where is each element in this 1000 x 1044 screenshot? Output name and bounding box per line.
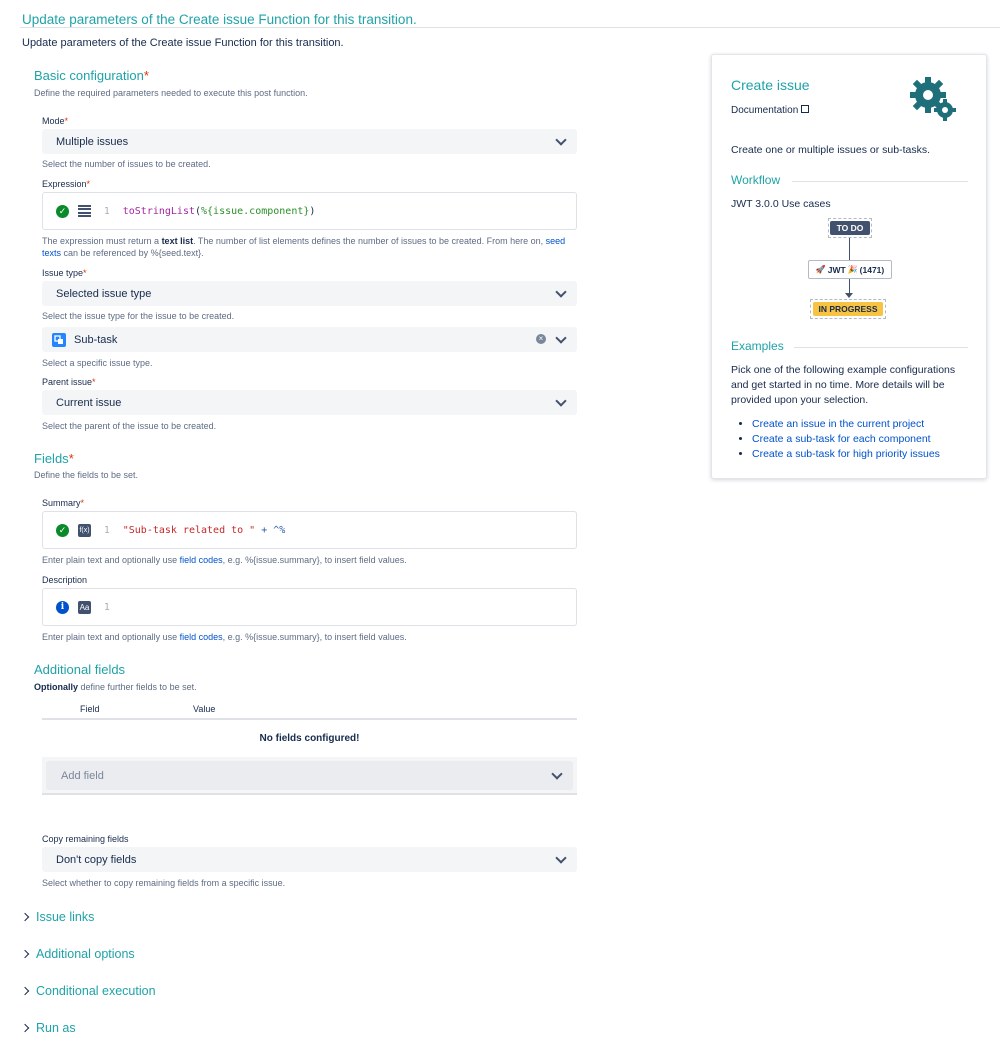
info-icon: i — [56, 601, 69, 614]
additional-fields-desc: Optionally define further fields to be set. — [34, 682, 197, 692]
fields-title: Fields* — [34, 451, 74, 466]
chevron-down-icon — [555, 852, 566, 863]
external-link-icon — [801, 105, 809, 113]
chevron-down-icon — [551, 768, 562, 779]
add-field-placeholder: Add field — [61, 769, 104, 782]
copy-fields-value: Don't copy fields — [56, 853, 137, 866]
add-field-select[interactable] — [46, 761, 573, 790]
summary-editor[interactable] — [42, 511, 577, 549]
summary-code[interactable]: "Sub-task related to " + ^% — [122, 524, 286, 536]
chevron-right-icon — [21, 1024, 29, 1032]
issue-type-value: Selected issue type — [56, 287, 152, 300]
field-codes-link[interactable]: field codes — [179, 632, 223, 642]
workflow-text: JWT 3.0.0 Use cases — [731, 198, 831, 210]
panel-title: Create issue — [731, 77, 810, 93]
line-number: 1 — [104, 524, 110, 536]
chevron-down-icon — [555, 134, 566, 145]
issue-type-help: Select the issue type for the issue to be created. — [42, 311, 235, 321]
workflow-title: Workflow — [731, 173, 781, 187]
workflow-diagram — [808, 218, 888, 321]
chevron-right-icon — [21, 987, 29, 995]
expression-code[interactable]: toStringList(%{issue.component}) — [122, 205, 316, 217]
page-header-title: Update parameters of the Create issue Function for this transition. — [22, 12, 417, 27]
copy-fields-help: Select whether to copy remaining fields from a specific issue. — [42, 878, 286, 888]
basic-config-desc: Define the required parameters needed to execute this post function. — [34, 88, 308, 98]
issue-type-label: Issue type* — [42, 268, 87, 278]
check-circle-icon: ✓ — [56, 205, 69, 218]
expression-editor[interactable] — [42, 192, 577, 230]
gears-icon — [908, 75, 958, 123]
expression-label: Expression* — [42, 179, 91, 189]
example-link[interactable]: • Create a sub-task for each component — [752, 432, 940, 447]
mode-label: Mode* — [42, 116, 69, 126]
additional-options-section[interactable]: Additional options — [22, 947, 135, 961]
issue-links-section[interactable]: Issue links — [22, 910, 94, 924]
chevron-right-icon — [21, 950, 29, 958]
function-icon[interactable]: f(x) — [78, 524, 91, 537]
chevron-down-icon — [555, 332, 566, 343]
description-editor[interactable] — [42, 588, 577, 626]
mode-value: Multiple issues — [56, 135, 129, 148]
chevron-down-icon — [555, 286, 566, 297]
description-help: Enter plain text and optionally use field codes, e.g. %{issue.summary}, to insert field values. — [42, 632, 407, 642]
documentation-link[interactable]: Documentation — [731, 105, 809, 116]
mode-select[interactable] — [42, 129, 577, 154]
column-value: Value — [193, 704, 216, 714]
examples-text: Pick one of the following example configurations and get started in no time. More details will be provided upon your selection. — [731, 364, 956, 406]
summary-help: Enter plain text and optionally use field codes, e.g. %{issue.summary}, to insert field values. — [42, 555, 407, 565]
parent-issue-label: Parent issue* — [42, 377, 96, 387]
example-link[interactable]: • Create an issue in the current project — [752, 417, 940, 432]
chevron-right-icon — [21, 913, 29, 921]
rocket-icon: 🚀 — [815, 265, 826, 274]
subtask-type-select[interactable] — [42, 327, 577, 352]
parent-issue-value: Current issue — [56, 396, 122, 409]
example-link[interactable]: • Create a sub-task for high priority issues — [752, 447, 940, 462]
empty-table-message: No fields configured! — [259, 733, 360, 744]
transition-node: 🚀 JWT 🎉 (1471) — [808, 260, 892, 279]
parent-issue-select[interactable] — [42, 390, 577, 415]
seed-texts-link[interactable]: seed texts — [42, 236, 566, 258]
examples-list — [752, 417, 940, 462]
subtask-value: Sub-task — [74, 333, 118, 346]
chevron-down-icon — [555, 395, 566, 406]
copy-fields-label: Copy remaining fields — [42, 834, 129, 844]
additional-fields-title: Additional fields — [34, 662, 126, 677]
additional-fields-table-header — [42, 700, 577, 720]
examples-title: Examples — [731, 339, 784, 353]
examples-divider — [794, 347, 968, 348]
text-format-icon[interactable]: Aa — [79, 602, 90, 612]
field-codes-link[interactable]: field codes — [179, 555, 223, 565]
expression-help: The expression must return a text list. The number of list elements defines the number of issues to be created. From here on, seed texts can be referenced by %{seed.text}. — [42, 236, 566, 258]
help-panel — [711, 54, 987, 479]
party-icon: 🎉 — [847, 265, 858, 274]
basic-config-title: Basic configuration* — [34, 68, 149, 83]
issue-type-select[interactable] — [42, 281, 577, 306]
subtask-icon — [52, 333, 66, 347]
line-number: 1 — [104, 205, 110, 217]
add-field-row — [42, 757, 577, 795]
page-subtitle: Update parameters of the Create issue Function for this transition. — [22, 37, 344, 49]
fields-desc: Define the fields to be set. — [34, 470, 139, 480]
check-circle-icon: ✓ — [56, 524, 69, 537]
column-field: Field — [80, 704, 100, 714]
clear-icon[interactable]: × — [536, 334, 546, 344]
conditional-execution-section[interactable]: Conditional execution — [22, 984, 156, 998]
summary-label: Summary* — [42, 498, 85, 508]
status-todo: TO DO — [830, 221, 870, 235]
panel-description: Create one or multiple issues or sub-tasks. — [731, 144, 931, 156]
copy-fields-select[interactable] — [42, 847, 577, 872]
list-icon[interactable] — [78, 205, 91, 217]
parent-issue-help: Select the parent of the issue to be created. — [42, 421, 217, 431]
run-as-section[interactable]: Run as — [22, 1021, 76, 1035]
header-divider — [20, 27, 1000, 28]
line-number: 1 — [104, 601, 110, 613]
status-in-progress: IN PROGRESS — [813, 302, 883, 316]
subtask-help: Select a specific issue type. — [42, 358, 153, 368]
description-label: Description — [42, 575, 88, 585]
mode-help: Select the number of issues to be created. — [42, 159, 211, 169]
workflow-divider — [792, 181, 968, 182]
